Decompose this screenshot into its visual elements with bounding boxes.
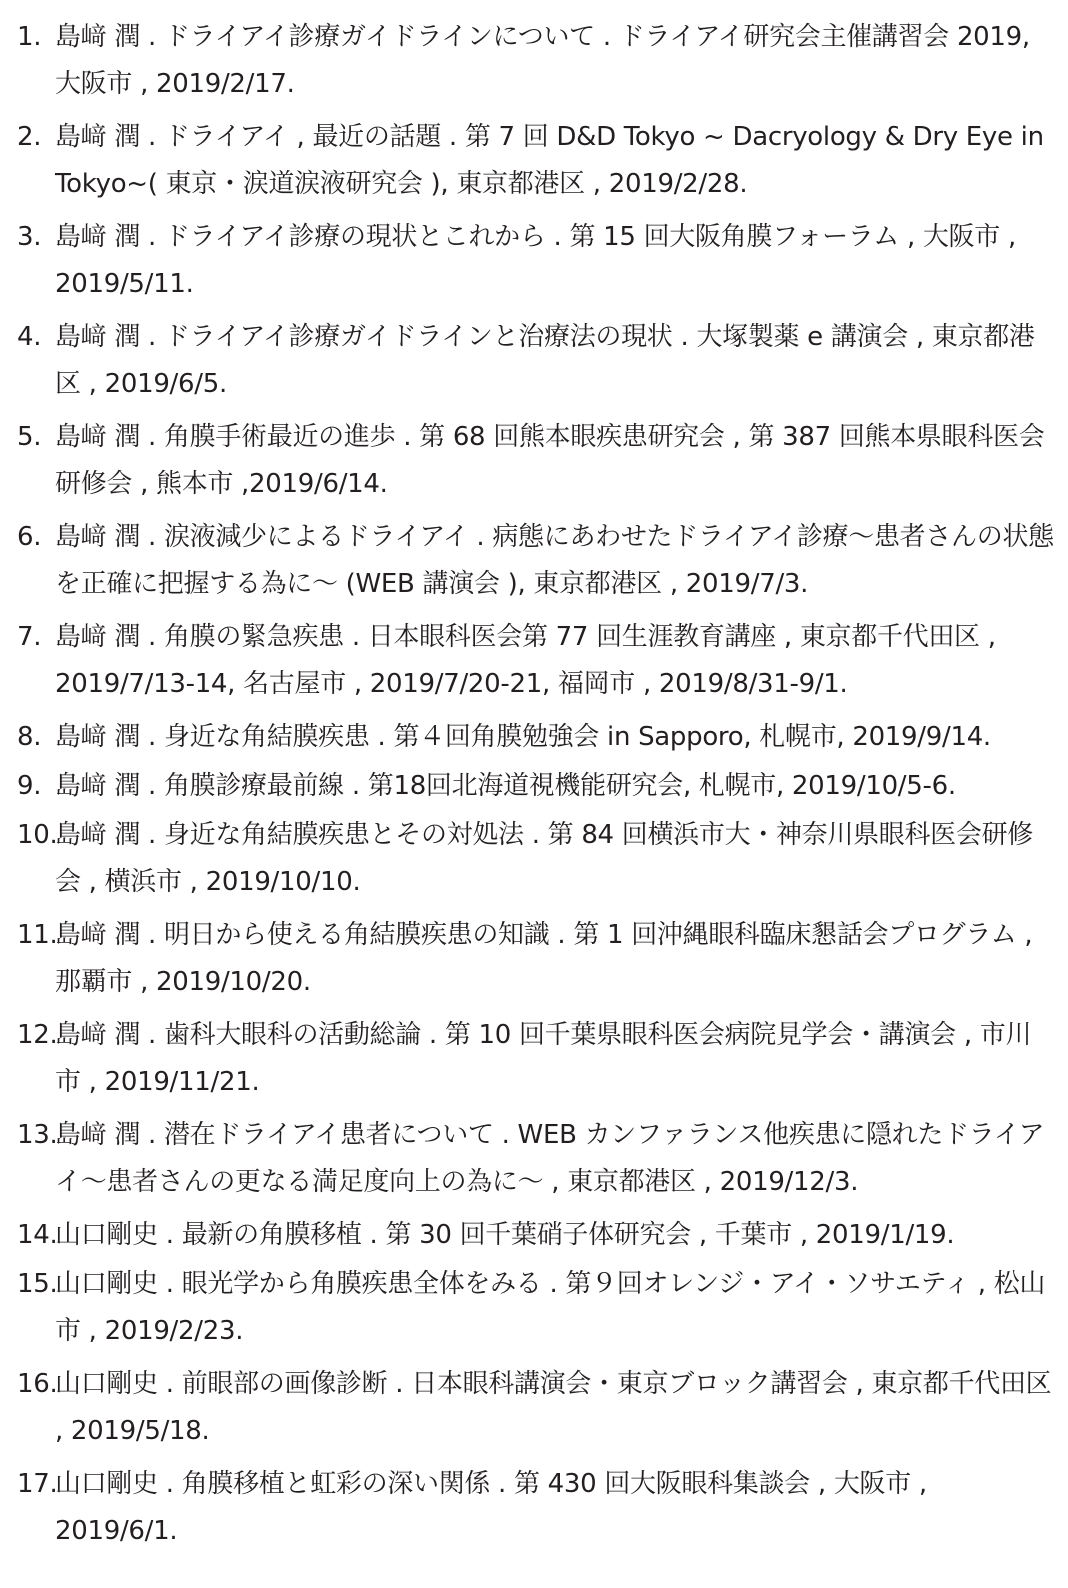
reference-number: 7. [17,622,42,652]
reference-item [0,114,1068,208]
reference-text: 島﨑 潤 . ドライアイ , 最近の話題 . 第 7 回 D&D Tokyo ~ Dacryology & Dry Eye in Tokyo~( 東京・涙道涙液研究会 ), 東京都港区 , 2019/2/28. [55,122,1044,199]
reference-text: 島﨑 潤 . 潜在ドライアイ患者について . WEB カンファランス他疾患に隠れたドライアイ〜患者さんの更なる満足度向上の為に〜 , 東京都港区 , 2019/12/3. [55,1120,1045,1197]
reference-item [0,414,1068,508]
reference-text: 島﨑 潤 . 涙液減少によるドライアイ . 病態にあわせたドライアイ診療〜患者さんの状態を正確に把握する為に〜 (WEB 講演会 ), 東京都港区 , 2019/7/3. [55,522,1054,599]
reference-item [0,14,1068,108]
reference-text: 島﨑 潤 . 明日から使える角結膜疾患の知識 . 第 1 回沖縄眼科臨床懇話会プログラム , 那覇市 , 2019/10/20. [55,920,1033,997]
reference-item [0,214,1068,308]
reference-item [0,1112,1068,1206]
reference-text: 島﨑 潤 . 身近な角結膜疾患とその対処法 . 第 84 回横浜市大・神奈川県眼科医会研修会 , 横浜市 , 2019/10/10. [55,820,1033,897]
reference-text: 山口剛史 . 角膜移植と虹彩の深い関係 . 第 430 回大阪眼科集談会 , 大阪市 , 2019/6/1. [55,1469,927,1546]
reference-list [0,14,1068,1555]
reference-text: 山口剛史 . 前眼部の画像診断 . 日本眼科講演会・東京ブロック講習会 , 東京都千代田区 , 2019/5/18. [55,1369,1052,1446]
reference-number: 1. [17,22,42,52]
reference-item [0,812,1068,906]
reference-number: 4. [17,322,42,352]
reference-text: 島﨑 潤 . 角膜診療最前線 . 第18回北海道視機能研究会, 札幌市, 2019/10/5-6. [55,771,956,801]
reference-number: 15. [17,1269,58,1299]
reference-text: 島﨑 潤 . ドライアイ診療の現状とこれから . 第 15 回大阪角膜フォーラム , 大阪市 , 2019/5/11. [55,222,1016,299]
reference-number: 5. [17,422,42,452]
reference-number: 11. [17,920,58,950]
reference-number: 16. [17,1369,58,1399]
reference-number: 6. [17,522,42,552]
reference-number: 13. [17,1120,58,1150]
reference-item [0,714,1068,761]
reference-item [0,912,1068,1006]
reference-text: 島﨑 潤 . 角膜手術最近の進歩 . 第 68 回熊本眼疾患研究会 , 第 387 回熊本県眼科医会研修会 , 熊本市 ,2019/6/14. [55,422,1045,499]
reference-item [0,1261,1068,1355]
reference-text: 島﨑 潤 . ドライアイ診療ガイドラインについて . ドライアイ研究会主催講習会 2019, 大阪市 , 2019/2/17. [55,22,1030,99]
reference-item [0,514,1068,608]
reference-item [0,1461,1068,1555]
reference-text: 山口剛史 . 最新の角膜移植 . 第 30 回千葉硝子体研究会 , 千葉市 , 2019/1/19. [55,1220,955,1250]
reference-item [0,1361,1068,1455]
reference-item [0,763,1068,810]
reference-text: 島﨑 潤 . 身近な角結膜疾患 . 第４回角膜勉強会 in Sapporo, 札幌市, 2019/9/14. [55,722,991,752]
reference-text: 島﨑 潤 . 角膜の緊急疾患 . 日本眼科医会第 77 回生涯教育講座 , 東京都千代田区 , 2019/7/13-14, 名古屋市 , 2019/7/20-21, 福岡市 , 2019/8/31-9/1. [55,622,996,699]
reference-item [0,314,1068,408]
reference-item [0,1012,1068,1106]
reference-number: 14. [17,1220,58,1250]
reference-text: 島﨑 潤 . 歯科大眼科の活動総論 . 第 10 回千葉県眼科医会病院見学会・講演会 , 市川市 , 2019/11/21. [55,1020,1032,1097]
reference-text: 山口剛史 . 眼光学から角膜疾患全体をみる . 第９回オレンジ・アイ・ソサエティ , 松山市 , 2019/2/23. [55,1269,1046,1346]
reference-number: 9. [17,771,42,801]
reference-number: 17. [17,1469,58,1499]
reference-number: 12. [17,1020,58,1050]
reference-number: 3. [17,222,42,252]
reference-text: 島﨑 潤 . ドライアイ診療ガイドラインと治療法の現状 . 大塚製薬 e 講演会 , 東京都港区 , 2019/6/5. [55,322,1035,399]
reference-number: 8. [17,722,42,752]
reference-number: 2. [17,122,42,152]
reference-item [0,1212,1068,1259]
reference-item [0,614,1068,708]
reference-number: 10. [17,820,58,850]
